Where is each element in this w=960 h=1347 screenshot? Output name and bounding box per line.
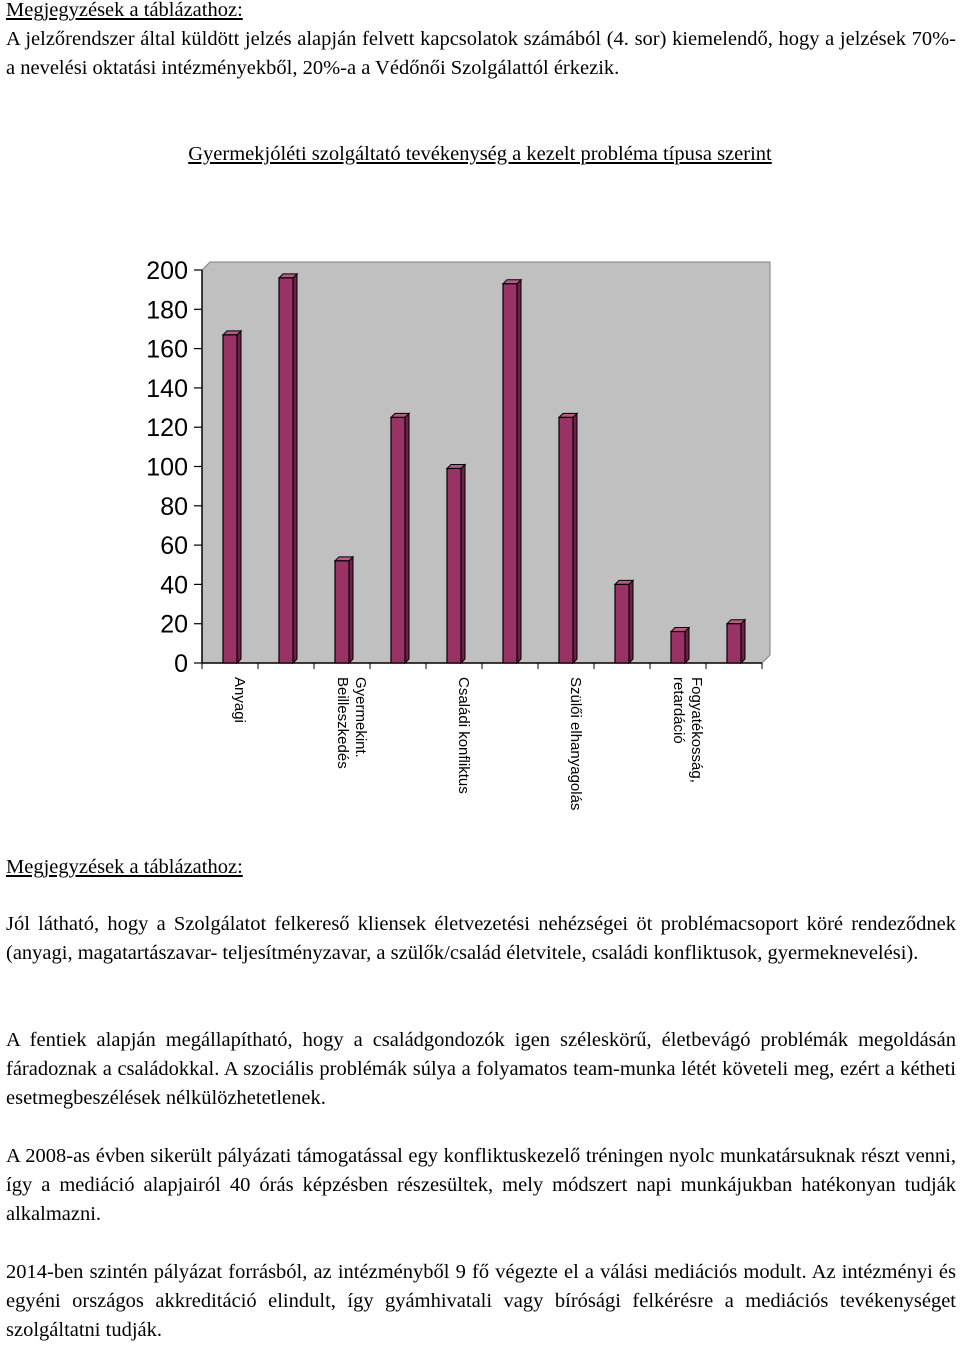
bar	[727, 624, 741, 663]
y-tick-label: 40	[160, 571, 188, 600]
y-tick-label: 0	[174, 650, 188, 678]
y-tick-label: 160	[146, 335, 188, 364]
bar-side	[237, 331, 241, 663]
y-tick-label: 100	[146, 453, 188, 482]
y-tick-label: 180	[146, 296, 188, 325]
y-tick-label: 200	[146, 257, 188, 285]
bar	[335, 561, 349, 663]
paragraph-4: 2014-ben szintén pályázat forrásból, az intézményből 9 fő végezte el a válási mediációs modult. Az intézményi és egyéni országos akkreditáció elindult, így gyámhivatali vagy bírósági felkérésre a mediációs tevékenységet szolgáltatni tudják.	[6, 1261, 956, 1341]
x-category-label: Anyagi	[231, 677, 248, 723]
y-tick-label: 120	[146, 414, 188, 443]
x-category-label: Beilleszkedés	[334, 677, 351, 769]
bar-top	[223, 331, 241, 335]
bar-side	[349, 557, 353, 663]
bottom-note-heading: Megjegyzések a táblázathoz:	[6, 856, 243, 878]
x-category-label: Fogyatékosság,	[688, 677, 705, 783]
top-note-heading: Megjegyzések a táblázathoz:	[6, 0, 243, 21]
paragraph-1: Jól látható, hogy a Szolgálatot felkereső kliensek életvezetési nehézségei öt problémacsoport köré rendeződnek (anyagi, magatartászavar- teljesítményzavar, a szülők/család életvitele, családi konfliktusok, gyermeknevelési).	[6, 913, 956, 964]
bar	[615, 584, 629, 663]
bar	[279, 278, 293, 663]
top-note-text: A jelzőrendszer által küldött jelzés alapján felvett kapcsolatok számából (4. sor) kiemelendő, hogy a jelzések 70%-a nevelési oktatási intézményekből, 20%-a a Védőnői Szolgálattól érkezik.	[6, 28, 956, 79]
bar-chart	[0, 240, 960, 820]
chart-title: Gyermekjóléti szolgáltató tevékenység a kezelt probléma típusa szerint	[188, 143, 772, 165]
bar	[559, 417, 573, 663]
bar-side	[461, 464, 465, 663]
x-category-label: Családi konfliktus	[455, 677, 472, 794]
x-category-label: retardáció	[670, 677, 687, 744]
bar-top	[559, 413, 577, 417]
y-tick-label: 140	[146, 374, 188, 403]
bar-top	[503, 280, 521, 284]
bar-top	[391, 413, 409, 417]
bar-top	[279, 274, 297, 278]
bar	[503, 284, 517, 663]
bar-side	[405, 413, 409, 663]
y-tick-label: 20	[160, 610, 188, 639]
y-tick-label: 80	[160, 492, 188, 521]
bar	[223, 335, 237, 663]
bar	[671, 632, 685, 663]
paragraph-3: A 2008-as évben sikerült pályázati támogatással egy konfliktuskezelő tréningen nyolc munkatársuknak részt venni, így a mediáció alapjairól 40 órás képzésben részesültek, mely módszert napi munkájukban hatékonyan tudják alkalmazni.	[6, 1145, 956, 1225]
bar	[391, 417, 405, 663]
x-category-label: Szülői elhanyagolás	[567, 677, 584, 811]
y-tick-label: 60	[160, 532, 188, 561]
bar-side	[293, 274, 297, 663]
paragraph-2: A fentiek alapján megállapítható, hogy a családgondozók igen széleskörű, életbevágó problémák megoldásán fáradoznak a családokkal. A szociális problémák súlya a folyamatos team-munka létét követeli meg, ezért a kétheti esetmegbeszélések nélkülözhetetlenek.	[6, 1029, 956, 1109]
bar	[447, 468, 461, 663]
x-category-label: Gyermekint.	[352, 677, 369, 758]
